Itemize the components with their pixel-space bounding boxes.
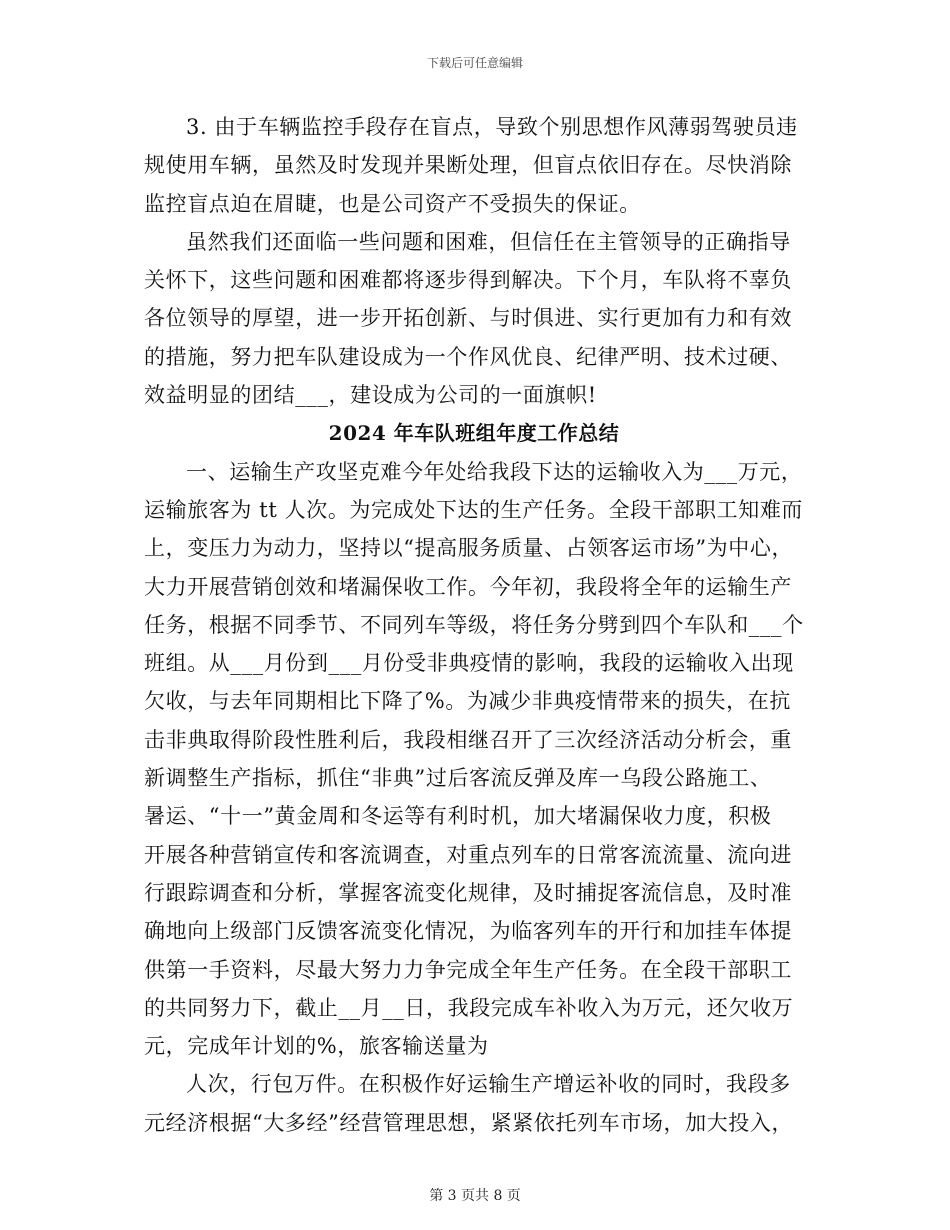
paragraph-line: 确地向上级部门反馈客流变化情况，为临客列车的开行和加挂车体提 <box>144 919 792 944</box>
page-footer: 第 3 页共 8 页 <box>429 1188 521 1204</box>
paragraph-line: 的措施，努力把车队建设成为一个作风优良、纪律严明、技术过硬、 <box>144 344 792 369</box>
paragraph-line: 欠收，与去年同期相比下降了%。为减少非典疫情带来的损失，在抗 <box>144 689 791 714</box>
document-body <box>144 108 804 1142</box>
paragraph-line: 上，变压力为动力，坚持以“提高服务质量、占领客运市场”为中心， <box>144 536 794 561</box>
paragraph-line: 行跟踪调查和分析，掌握客流变化规律，及时捕捉客流信息，及时准 <box>144 880 792 905</box>
paragraph-line: 开展各种营销宣传和客流调查，对重点列车的日常客流流量、流向进 <box>144 842 792 867</box>
paragraph-line: 班组。从___月份到___月份受非典疫情的影响，我段的运输收入出现 <box>144 651 794 676</box>
paragraph-line: 暑运、“十一”黄金周和冬运等有利时机，加大堵漏保收力度，积极 <box>144 804 772 829</box>
paragraph-line: 的共同努力下，截止__月__日，我段完成车补收入为万元，还欠收万 <box>144 995 794 1020</box>
paragraph-line: 人次，行包万件。在积极作好运输生产增运补收的同时，我段多 <box>186 1072 791 1097</box>
paragraph-line: 元，完成年计划的%，旅客输送量为 <box>144 1034 489 1059</box>
paragraph-line: 各位领导的厚望，进一步开拓创新、与时俱进、实行更加有力和有效 <box>144 306 792 331</box>
paragraph-line: 元经济根据“大多经”经营管理思想，紧紧依托列车市场，加大投入， <box>144 1110 794 1135</box>
paragraph-line: 监控盲点迫在眉睫，也是公司资产不受损失的保证。 <box>144 191 641 216</box>
paragraph-line: 任务，根据不同季节、不同列车等级，将任务分劈到四个车队和___个 <box>144 612 804 637</box>
paragraph-line: 供第一手资料，尽最大努力力争完成全年生产任务。在全段干部职工 <box>144 957 792 982</box>
page-header: 下载后可任意编辑 <box>426 56 523 70</box>
paragraph-line: 关怀下，这些问题和困难都将逐步得到解决。下个月，车队将不辜负 <box>144 268 792 293</box>
document-title: 2024 年车队班组年度工作总结 <box>328 421 620 446</box>
paragraph-line: 大力开展营销创效和堵漏保收工作。今年初，我段将全年的运输生产 <box>144 574 792 599</box>
paragraph-line: 3. 由于车辆监控手段存在盲点，导致个别思想作风薄弱驾驶员违 <box>186 115 798 139</box>
paragraph-line: 击非典取得阶段性胜利后，我段相继召开了三次经济活动分析会，重 <box>144 727 792 752</box>
paragraph-line: 效益明显的团结___，建设成为公司的一面旗帜! <box>144 383 597 408</box>
paragraph-line: 运输旅客为 tt 人次。为完成处下达的生产任务。全段干部职工知难而 <box>144 497 804 522</box>
paragraph-line: 规使用车辆，虽然及时发现并果断处理，但盲点依旧存在。尽快消除 <box>144 153 792 178</box>
paragraph-line: 新调整生产指标，抓住“非典”过后客流反弹及库一乌段公路施工、 <box>144 766 772 791</box>
paragraph-line: 一、运输生产攻坚克难今年处给我段下达的运输收入为___万元， <box>186 459 803 484</box>
paragraph-line: 虽然我们还面临一些问题和困难，但信任在主管领导的正确指导 <box>186 229 791 254</box>
